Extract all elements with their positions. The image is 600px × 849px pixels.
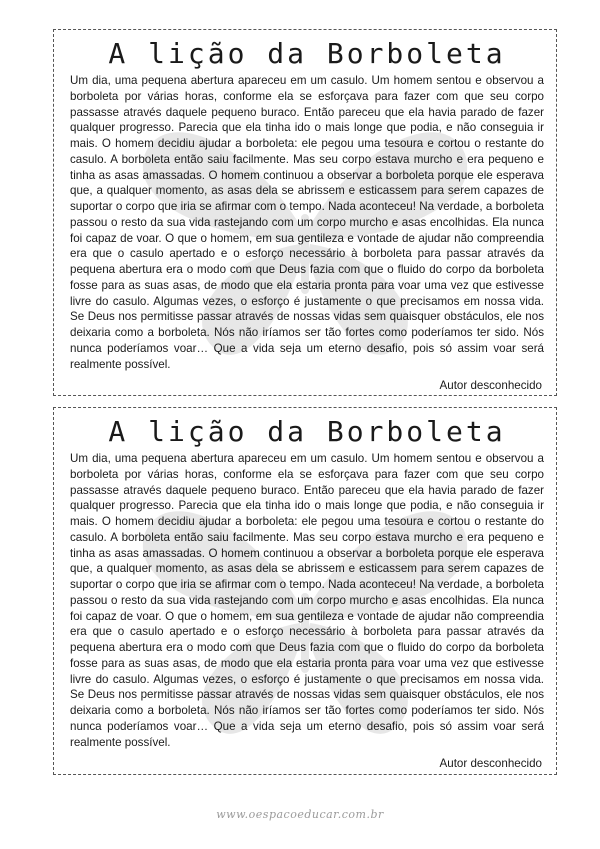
story-card-1 xyxy=(53,29,557,396)
story-author: Autor desconhecido xyxy=(439,379,542,393)
story-title: A lição da Borboleta xyxy=(108,415,506,448)
story-text: Um dia, uma pequena abertura apareceu em um casulo. Um homem sentou e observou a borboleta por várias horas, conforme ela se esforçava para fazer com que seu corpo passasse através daquele pequeno buraco. Então pareceu que ela havia parado de fazer qualquer progresso. Parecia que ela tinha ido o mais longe que podia, e não conseguia ir mais. O homem decidiu ajudar a borboleta: ele pegou uma tesoura e cortou o restante do casulo. A borboleta então saiu facilmente. Mas seu corpo estava murcho e era pequeno e tinha as asas amassadas. O homem continuou a observar a borboleta porque ele esperava que, a qualquer momento, as asas dela se abrissem e esticassem para serem capazes de suportar o corpo que iria se afirmar com o tempo. Nada aconteceu! Na verdade, a borboleta passou o resto da sua vida rastejando com um corpo murcho e asas encolhidas. Ela nunca foi capaz de voar. O que o homem, em sua gentileza e vontade de ajudar não compreendia era que o casulo apertado e o esforço necessário à borboleta para passar através da pequena abertura era o modo com que Deus fazia com que o fluido do corpo da borboleta fosse para as suas asas, de modo que ela estaria pronta para voar uma vez que estivesse livre do casulo. Algumas vezes, o esforço é justamente o que precisamos em nossa vida. Se Deus nos permitisse passar através de nossas vidas sem quaisquer obstáculos, ele nos deixaria como a borboleta. Nós não iríamos ser tão fortes como poderíamos ter sido. Nós nunca poderíamos voar… Que a vida seja um eterno desafio, pois só assim voar será realmente possível. xyxy=(70,452,544,749)
footer-website: www.oespacoeducar.com.br xyxy=(216,808,384,821)
story-card-2 xyxy=(53,407,557,775)
story-text: Um dia, uma pequena abertura apareceu em um casulo. Um homem sentou e observou a borboleta por várias horas, conforme ela se esforçava para fazer com que seu corpo passasse através daquele pequeno buraco. Então pareceu que ela havia parado de fazer qualquer progresso. Parecia que ela tinha ido o mais longe que podia, e não conseguia ir mais. O homem decidiu ajudar a borboleta: ele pegou uma tesoura e cortou o restante do casulo. A borboleta então saiu facilmente. Mas seu corpo estava murcho e era pequeno e tinha as asas amassadas. O homem continuou a observar a borboleta porque ele esperava que, a qualquer momento, as asas dela se abrissem e esticassem para serem capazes de suportar o corpo que iria se afirmar com o tempo. Nada aconteceu! Na verdade, a borboleta passou o resto da sua vida rastejando com um corpo murcho e asas encolhidas. Ela nunca foi capaz de voar. O que o homem, em sua gentileza e vontade de ajudar não compreendia era que o casulo apertado e o esforço necessário à borboleta para passar através da pequena abertura era o modo com que Deus fazia com que o fluido do corpo da borboleta fosse para as suas asas, de modo que ela estaria pronta para voar uma vez que estivesse livre do casulo. Algumas vezes, o esforço é justamente o que precisamos em nossa vida. Se Deus nos permitisse passar através de nossas vidas sem quaisquer obstáculos, ele nos deixaria como a borboleta. Nós não iríamos ser tão fortes como poderíamos ter sido. Nós nunca poderíamos voar… Que a vida seja um eterno desafio, pois só assim voar será realmente possível. xyxy=(70,74,544,371)
story-title: A lição da Borboleta xyxy=(108,37,506,70)
story-author: Autor desconhecido xyxy=(439,757,542,771)
